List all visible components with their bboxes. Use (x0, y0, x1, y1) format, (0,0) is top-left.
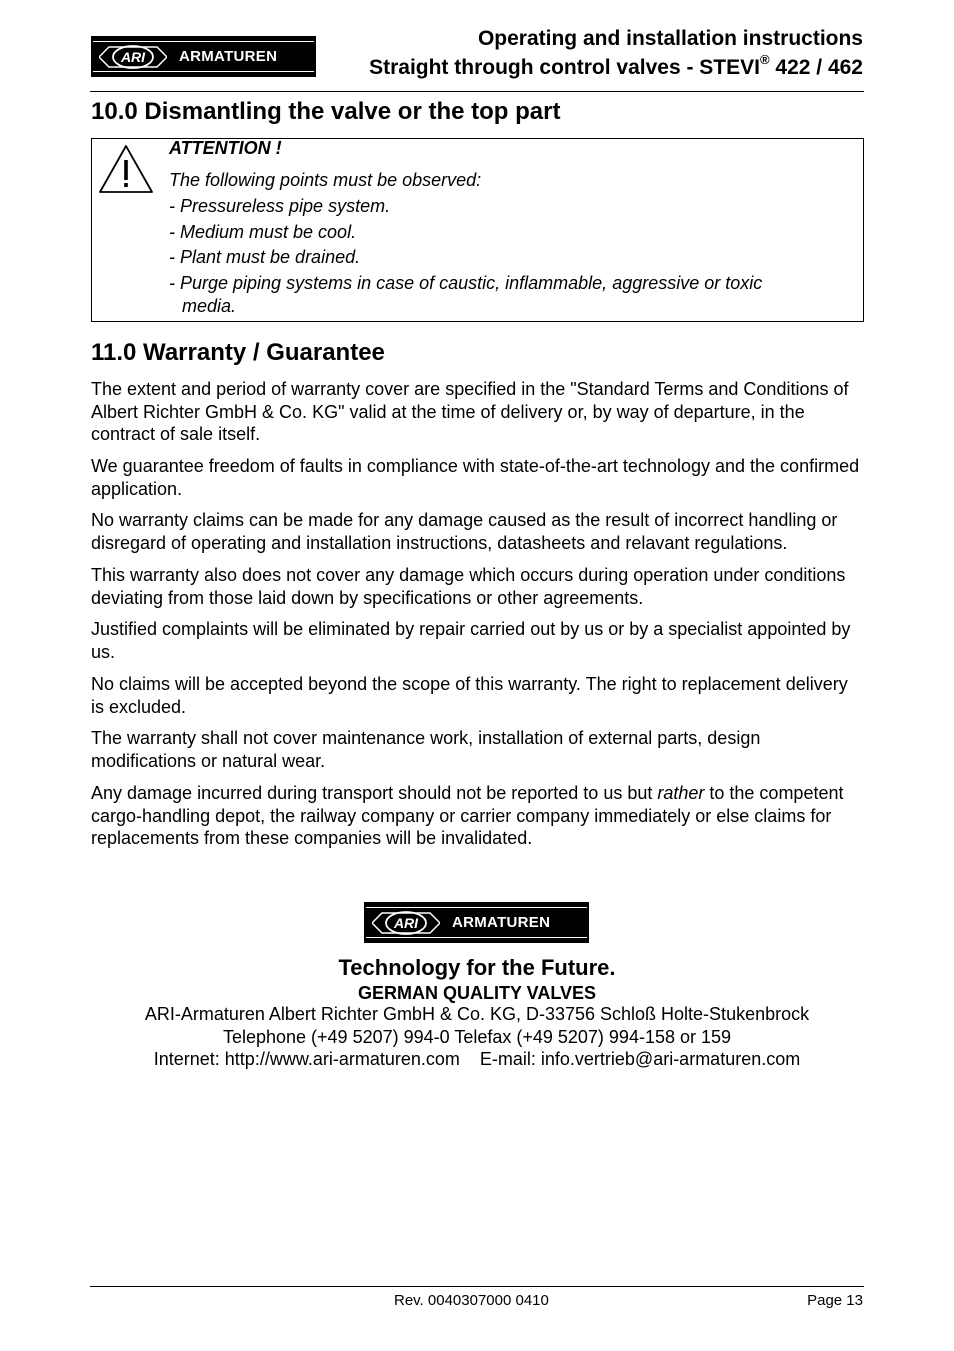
company-address: ARI-Armaturen Albert Richter GmbH & Co. KG, D-33756 Schloß Holte-Stukenbrock (144, 1004, 810, 1024)
ari-emblem-icon (372, 910, 440, 936)
attention-box (91, 138, 864, 322)
attention-line: - Plant must be drained. (169, 247, 361, 267)
attention-line: - Medium must be cool. (169, 222, 357, 242)
company-phone: Telephone (+49 5207) 994-0 Telefax (+49 5207) 994-158 or 159 (222, 1027, 732, 1047)
attention-line: - Pressureless pipe system. (169, 196, 391, 216)
warranty-paragraph: Justified complaints will be eliminated by repair carried out by us or by a specialist appointed by us. (91, 619, 851, 662)
warning-triangle-icon (97, 143, 155, 195)
warranty-paragraph: We guarantee freedom of faults in compliance with state-of-the-art technology and the confirmed application. (91, 456, 860, 499)
header-rule (90, 91, 864, 92)
company-internet: Internet: http://www.ari-armaturen.com E-mail: info.vertrieb@ari-armaturen.com (153, 1049, 801, 1069)
warranty-paragraph-transport: Any damage incurred during transport should not be reported to us but rather to the competent cargo-handling depot, the railway company or carrier company immediately or else claims for replacements from these companies will be invalidated. (91, 783, 844, 848)
document-title: Operating and installation instructions (477, 27, 863, 50)
ari-armaturen-logo (91, 36, 316, 77)
warranty-paragraph: The warranty shall not cover maintenance work, installation of external parts, design modifications or natural wear. (91, 728, 761, 771)
attention-line: media. (182, 296, 237, 316)
attention-line: The following points must be observed: (169, 170, 482, 190)
company-tagline: Technology for the Future. (338, 955, 616, 980)
warranty-paragraph: No warranty claims can be made for any damage caused as the result of incorrect handling or disregard of operating and installation instructions, datasheets and relavant regulations. (91, 510, 838, 553)
warranty-paragraph: This warranty also does not cover any damage which occurs during operation under conditions deviating from those laid down by specifications or other agreements. (91, 565, 846, 608)
footer-rule (90, 1286, 864, 1287)
logo-wordmark: ARMATUREN (179, 48, 278, 65)
svg-text:ARI: ARI (120, 48, 146, 65)
logo-wordmark: ARMATUREN (452, 914, 551, 931)
attention-title: ATTENTION ! (169, 138, 282, 158)
warranty-paragraph: No claims will be accepted beyond the scope of this warranty. The right to replacement delivery is excluded. (91, 674, 848, 717)
section-heading-warranty: 11.0 Warranty / Guarantee (91, 339, 385, 366)
document-subtitle: Straight through control valves - STEVI® 422 / 462 (369, 52, 863, 79)
section-heading-dismantling: 10.0 Dismantling the valve or the top part (91, 98, 561, 125)
attention-line: - Purge piping systems in case of caustic, inflammable, aggressive or toxic (169, 273, 763, 293)
ari-armaturen-logo (364, 902, 589, 943)
svg-text:ARI: ARI (393, 914, 419, 931)
ari-emblem-icon (99, 44, 167, 70)
revision-number: Rev. 0040307000 0410 (394, 1292, 549, 1309)
page-number: Page 13 (807, 1292, 863, 1309)
warranty-paragraph: The extent and period of warranty cover are specified in the "Standard Terms and Conditions of Albert Richter GmbH & Co. KG" valid at the time of delivery or, by way of departure, in the contract of sale itself. (91, 379, 849, 444)
company-subtitle: GERMAN QUALITY VALVES (357, 983, 597, 1003)
